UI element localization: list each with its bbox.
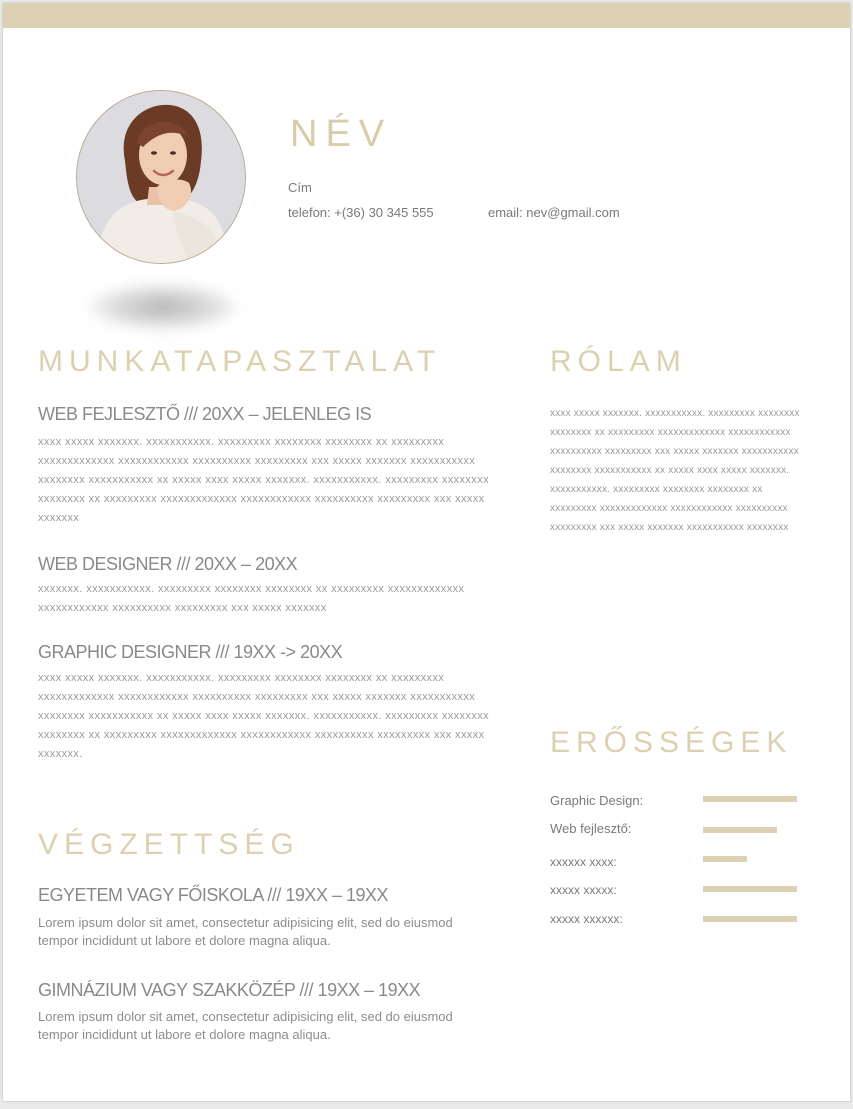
job-title: GRAPHIC DESIGNER /// 19XX -> 20XX xyxy=(38,642,343,662)
skill-bar xyxy=(703,886,797,892)
skill-bar-fill xyxy=(703,916,797,922)
skill-bar xyxy=(703,796,797,802)
education-title: EGYETEM VAGY FŐISKOLA /// 19XX – 19XX xyxy=(38,885,388,905)
skill-bar-fill xyxy=(703,796,797,802)
profile-photo xyxy=(76,90,246,264)
skills-heading: ERŐSSÉGEK xyxy=(550,726,793,759)
skill-bar xyxy=(703,916,797,922)
about-text: xxxx xxxxx xxxxxxx. xxxxxxxxxxx. xxxxxxxxx xxxxxxxx xxxxxxxx xx xxxxxxxxx xxxxxxxxxxxxx xxxxxxxxxxxx xxxxxxxxxx xxxxxxxxx xxx xxxxx xxxxxxx xxxxxxxxxxx xxxxxxxx xxxxxxxxxxx xx xxxxx xxxx xxxxx xxxxxxx. xxxxxxxxxxx. xxxxxxxxx xxxxxxxx xxxxxxxx xx xxxxxxxxx xxxxxxxxxxxxx xxxxxxxxxxxx xxxxxxxxxx xxxxxxxxx xxx xxxxx xxxxxxx xxxxxxxxxxx xxxxxxxx xyxy=(550,408,800,533)
skill-bar-fill xyxy=(703,827,777,833)
about-heading: RÓLAM xyxy=(550,345,687,378)
education-description: Lorem ipsum dolor sit amet, consectetur adipisicing elit, sed do eiusmod tempor incididunt ut labore et dolore magna aliqua. xyxy=(38,915,453,948)
skill-bar xyxy=(703,856,797,862)
top-accent-bar xyxy=(3,3,850,28)
skill-bar-fill xyxy=(703,886,797,892)
skill-label: xxxxxx xxxx: xyxy=(550,855,617,869)
email-text: email: nev@gmail.com xyxy=(488,205,620,220)
resume-page xyxy=(3,3,850,1101)
skill-label: Graphic Design: xyxy=(550,793,644,808)
phone-text: telefon: +(36) 30 345 555 xyxy=(288,205,434,220)
job-title: WEB FEJLESZTŐ /// 20XX – JELENLEG IS xyxy=(38,404,372,424)
job-description: xxxx xxxxx xxxxxxx. xxxxxxxxxxx. xxxxxxxxx xxxxxxxx xxxxxxxx xx xxxxxxxxx xxxxxxxxxxxxx xxxxxxxxxxxx xxxxxxxxxx xxxxxxxxx xxx xxxxx xxxxxxx xxxxxxxxxxx xxxxxxxx xxxxxxxxxxx xx xxxxx xxxx xxxxx xxxxxxx. xxxxxxxxxxx. xxxxxxxxx xxxxxxxx xxxxxxxx xx xxxxxxxxx xxxxxxxxxxxxx xxxxxxxxxxxx xxxxxxxxxx xxxxxxxxx xxx xxxxx xxxxxxx xyxy=(38,436,490,524)
job-description: xxxxxxx. xxxxxxxxxxx. xxxxxxxxx xxxxxxxx xxxxxxxx xx xxxxxxxxx xxxxxxxxxxxxx xxxxxxxxxxxx xxxxxxxxxx xxxxxxxxx xxx xxxxx xxxxxxx xyxy=(38,583,465,614)
education-description: Lorem ipsum dolor sit amet, consectetur adipisicing elit, sed do eiusmod tempor incididunt ut labore et dolore magna aliqua. xyxy=(38,1009,453,1042)
education-heading: VÉGZETTSÉG xyxy=(38,828,300,861)
job-description: xxxx xxxxx xxxxxxx. xxxxxxxxxxx. xxxxxxxxx xxxxxxxx xxxxxxxx xx xxxxxxxxx xxxxxxxxxxxxx xxxxxxxxxxxx xxxxxxxxxx xxxxxxxxx xxx xxxxx xxxxxxx xxxxxxxxxxx xxxxxxxx xxxxxxxxxxx xx xxxxx xxxx xxxxx xxxxxxx. xxxxxxxxxxx. xxxxxxxxx xxxxxxxx xxxxxxxx xx xxxxxxxxx xxxxxxxxxxxxx xxxxxxxxxxxx xxxxxxxxxx xxxxxxxxx xxx xxxxx xxxxxxx. xyxy=(38,672,490,760)
skill-label: xxxxx xxxxx: xyxy=(550,883,617,897)
skill-bar-fill xyxy=(703,856,747,862)
skill-label: xxxxx xxxxxx: xyxy=(550,912,623,926)
job-title: WEB DESIGNER /// 20XX – 20XX xyxy=(38,554,298,574)
skill-bar xyxy=(703,827,797,833)
photo-shadow xyxy=(88,283,238,331)
experience-heading: MUNKATAPASZTALAT xyxy=(38,345,442,378)
education-title: GIMNÁZIUM VAGY SZAKKÖZÉP /// 19XX – 19XX xyxy=(38,980,421,1000)
person-name: NÉV xyxy=(290,113,393,155)
address-label: Cím xyxy=(288,180,312,195)
skill-label: Web fejlesztő: xyxy=(550,821,632,836)
